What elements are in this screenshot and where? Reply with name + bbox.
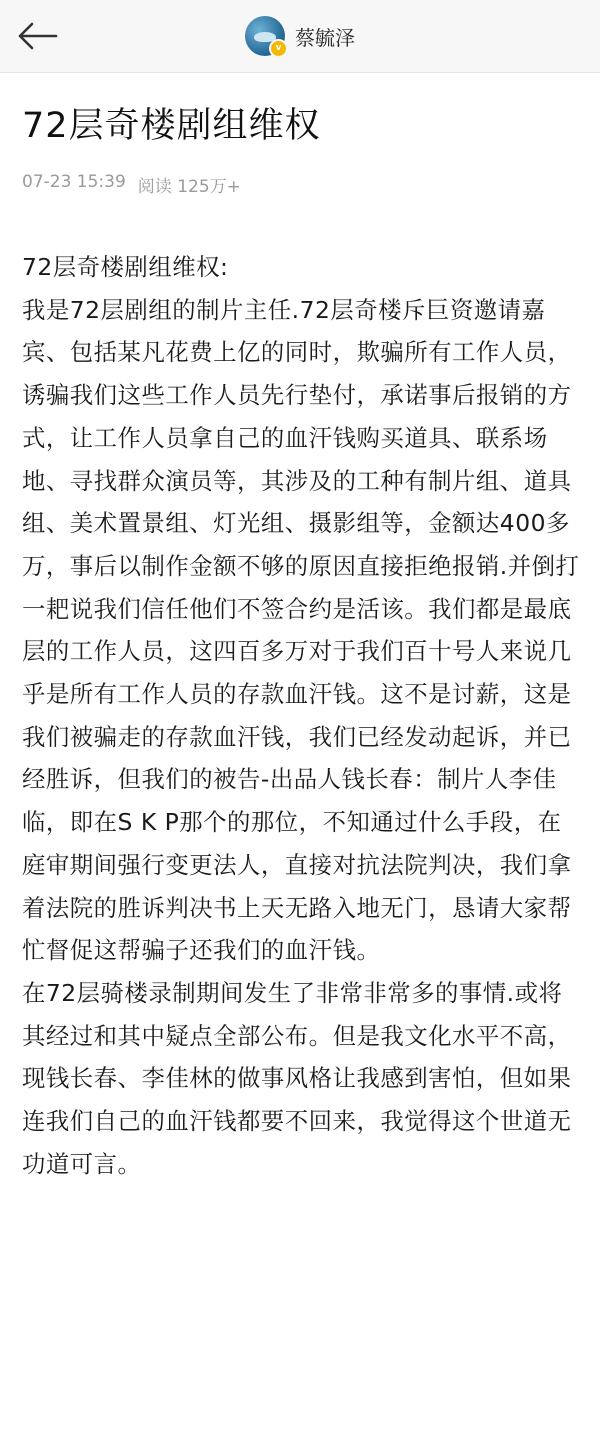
paragraph: 72层奇楼剧组维权:: [22, 253, 229, 281]
publish-date: 07-23 15:39: [22, 172, 126, 192]
avatar[interactable]: [245, 16, 285, 56]
paragraph: 在72层骑楼录制期间发生了非常非常多的事情.或将其经过和其中疑点全部公布。但是我文化水平不高，现钱长春、李佳林的做事风格让我感到害怕，但如果连我们自己的血汗钱都要不回来，我觉得这个世道无功道可言。: [22, 978, 572, 1178]
top-bar: [0, 0, 600, 73]
paragraph: 我是72层剧组的制片主任.72层奇楼斥巨资邀请嘉宾、包括某凡花费上亿的同时，欺骗所有工作人员，诱骗我们这些工作人员先行垫付，承诺事后报销的方式，让工作人员拿自己的血汗钱购买道具、联系场地、寻找群众演员等，其涉及的工种有制片组、道具组、美术置景组、灯光组、摄影组等，金额达400多万，事后以制作金额不够的原因直接拒绝报销.并倒打一耙说我们信任他们不签合约是活该。我们都是最底层的工作人员，这四百多万对于我们百十号人来说几乎是所有工作人员的存款血汗钱。这不是讨薪，这是我们被骗走的存款血汗钱，我们已经发动起诉，并已经胜诉，但我们的被告-出品人钱长春：制片人李佳临，即在S K P那个的那位，不知通过什么手段，在庭审期间强行变更法人，直接对抗法院判决，我们拿着法院的胜诉判决书上天无路入地无门，恳请大家帮忙督促这帮骗子还我们的血汗钱。: [22, 295, 580, 965]
article-body: [22, 246, 582, 1185]
article-meta: [22, 172, 241, 197]
view-count: 阅读 125万+: [137, 177, 241, 197]
article-title: 72层奇楼剧组维权: [22, 106, 321, 146]
author-name[interactable]: 蔡毓泽: [295, 25, 355, 50]
verified-badge-icon: v: [269, 39, 288, 58]
author-info[interactable]: [0, 14, 600, 58]
